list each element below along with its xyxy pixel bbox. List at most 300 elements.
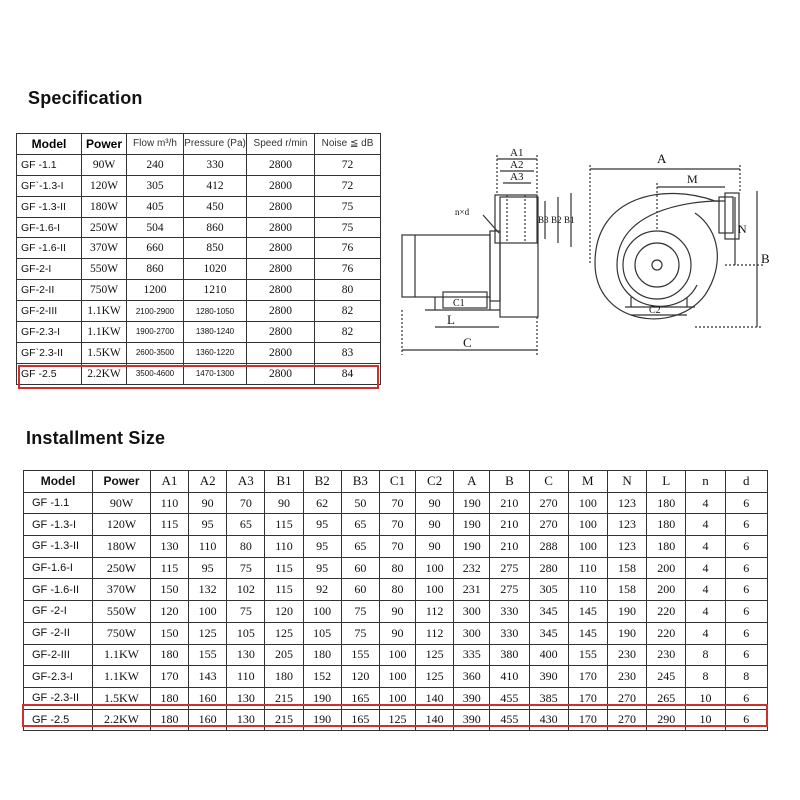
install-cell: 110 (227, 666, 265, 688)
install-cell: 125 (416, 666, 454, 688)
install-cell: 170 (568, 709, 607, 731)
install-cell: 145 (568, 601, 607, 623)
spec-cell: 120W (82, 175, 127, 196)
install-cell: 1.1KW (93, 666, 151, 688)
install-cell: 6 (725, 514, 767, 536)
install-cell: 115 (265, 514, 303, 536)
spec-model-cell: GF-2.3-I (17, 322, 82, 343)
install-cell: 180 (265, 666, 303, 688)
install-model-cell: GF -1.1 (24, 492, 93, 514)
install-cell: 4 (686, 492, 725, 514)
install-cell: 180W (93, 536, 151, 558)
install-row (24, 666, 768, 688)
spec-cell: 2800 (247, 301, 315, 322)
label-B1: B1 (564, 215, 575, 225)
spec-model-cell: GF`-1.3-I (17, 175, 82, 196)
label-B: B (761, 251, 770, 266)
install-header-cell: A (454, 471, 490, 493)
install-cell: 250W (93, 557, 151, 579)
spec-cell: 1.5KW (82, 342, 127, 363)
spec-cell: 72 (315, 154, 381, 175)
install-cell: 75 (341, 622, 379, 644)
install-cell: 550W (93, 601, 151, 623)
spec-model-cell: GF -2.5 (17, 363, 82, 384)
spec-cell: 82 (315, 322, 381, 343)
install-cell: 110 (568, 557, 607, 579)
install-cell: 360 (454, 666, 490, 688)
install-cell: 95 (189, 514, 227, 536)
install-cell: 200 (647, 557, 686, 579)
volute-housing (595, 193, 725, 318)
spec-row (17, 280, 381, 301)
install-cell: 180 (150, 687, 188, 709)
install-cell: 10 (686, 687, 725, 709)
label-M: M (687, 172, 698, 186)
install-cell: 180 (647, 536, 686, 558)
install-cell: 120W (93, 514, 151, 536)
install-title: Installment Size (26, 428, 166, 448)
spec-cell: 2800 (247, 280, 315, 301)
install-cell: 125 (416, 644, 454, 666)
install-cell: 275 (490, 579, 529, 601)
install-header-cell: B (490, 471, 529, 493)
install-cell: 90 (265, 492, 303, 514)
install-cell: 4 (686, 514, 725, 536)
install-row (24, 644, 768, 666)
install-cell: 220 (647, 622, 686, 644)
install-cell: 4 (686, 579, 725, 601)
spec-cell: 1.1KW (82, 301, 127, 322)
install-cell: 750W (93, 622, 151, 644)
spec-row (17, 363, 381, 384)
spec-cell: 2800 (247, 322, 315, 343)
install-cell: 123 (607, 514, 646, 536)
install-cell: 130 (227, 709, 265, 731)
spec-cell: 76 (315, 238, 381, 259)
install-cell: 270 (607, 709, 646, 731)
install-cell: 345 (529, 601, 568, 623)
spec-cell: 2800 (247, 363, 315, 384)
install-cell: 110 (189, 536, 227, 558)
spec-model-cell: GF -1.6-II (17, 238, 82, 259)
blower-diagram (395, 135, 795, 395)
install-cell: 180 (150, 709, 188, 731)
install-cell: 1.5KW (93, 687, 151, 709)
spec-cell: 450 (184, 196, 247, 217)
spec-cell: 1020 (184, 259, 247, 280)
install-cell: 100 (379, 666, 415, 688)
spec-cell: 504 (127, 217, 184, 238)
install-cell: 1.1KW (93, 644, 151, 666)
install-cell: 390 (454, 687, 490, 709)
install-cell: 6 (725, 687, 767, 709)
install-cell: 8 (725, 666, 767, 688)
spec-cell: 2800 (247, 196, 315, 217)
spec-cell: 2800 (247, 342, 315, 363)
install-cell: 100 (568, 536, 607, 558)
install-cell: 100 (416, 557, 454, 579)
install-model-cell: GF-2.3-I (24, 666, 93, 688)
install-cell: 290 (647, 709, 686, 731)
install-cell: 60 (341, 557, 379, 579)
install-cell: 75 (227, 601, 265, 623)
install-cell: 90 (379, 622, 415, 644)
install-cell: 215 (265, 687, 303, 709)
install-cell: 110 (265, 536, 303, 558)
spec-cell: 2100-2900 (127, 301, 184, 322)
spec-cell: 1470-1300 (184, 363, 247, 384)
install-cell: 158 (607, 579, 646, 601)
install-cell: 215 (265, 709, 303, 731)
install-cell: 125 (379, 709, 415, 731)
install-cell: 300 (454, 601, 490, 623)
outlet-flange-side (495, 195, 537, 243)
label-A3: A3 (510, 171, 524, 183)
install-cell: 190 (607, 601, 646, 623)
spec-cell: 2800 (247, 154, 315, 175)
install-cell: 90 (189, 492, 227, 514)
label-C: C (463, 335, 472, 350)
install-model-cell: GF -2.3-II (24, 687, 93, 709)
install-row (24, 514, 768, 536)
install-cell: 90 (416, 536, 454, 558)
install-cell: 370W (93, 579, 151, 601)
outlet-flange-front (719, 197, 733, 233)
install-cell: 170 (150, 666, 188, 688)
install-cell: 170 (568, 687, 607, 709)
install-cell: 100 (303, 601, 341, 623)
install-cell: 160 (189, 709, 227, 731)
label-nxd: n×d (455, 207, 470, 217)
spec-model-cell: GF-1.6-I (17, 217, 82, 238)
install-model-cell: GF -2-I (24, 601, 93, 623)
install-cell: 6 (725, 622, 767, 644)
spec-cell: 180W (82, 196, 127, 217)
install-cell: 120 (265, 601, 303, 623)
install-cell: 90 (416, 492, 454, 514)
spec-row (17, 196, 381, 217)
spec-body (17, 154, 381, 384)
spec-cell: 2800 (247, 175, 315, 196)
install-cell: 100 (416, 579, 454, 601)
spec-cell: 330 (184, 154, 247, 175)
install-cell: 300 (454, 622, 490, 644)
spec-cell: 1280-1050 (184, 301, 247, 322)
install-model-cell: GF-2-III (24, 644, 93, 666)
install-cell: 80 (379, 579, 415, 601)
install-cell: 140 (416, 709, 454, 731)
install-cell: 80 (379, 557, 415, 579)
install-cell: 145 (568, 622, 607, 644)
install-cell: 6 (725, 557, 767, 579)
label-A: A (657, 151, 667, 166)
install-model-cell: GF-1.6-I (24, 557, 93, 579)
install-cell: 4 (686, 601, 725, 623)
install-cell: 70 (379, 492, 415, 514)
install-header-cell: A1 (150, 471, 188, 493)
install-cell: 65 (341, 536, 379, 558)
install-cell: 245 (647, 666, 686, 688)
spec-table (16, 133, 381, 385)
install-cell: 100 (379, 644, 415, 666)
install-cell: 385 (529, 687, 568, 709)
spec-cell: 72 (315, 175, 381, 196)
install-cell: 200 (647, 579, 686, 601)
install-cell: 231 (454, 579, 490, 601)
install-cell: 150 (150, 622, 188, 644)
spec-row (17, 322, 381, 343)
install-cell: 6 (725, 601, 767, 623)
install-cell: 102 (227, 579, 265, 601)
install-cell: 90 (416, 514, 454, 536)
spec-cell: 80 (315, 280, 381, 301)
install-cell: 190 (303, 687, 341, 709)
install-cell: 130 (227, 687, 265, 709)
install-cell: 143 (189, 666, 227, 688)
install-cell: 115 (150, 514, 188, 536)
install-cell: 70 (379, 536, 415, 558)
install-cell: 70 (227, 492, 265, 514)
install-cell: 390 (529, 666, 568, 688)
install-cell: 152 (303, 666, 341, 688)
spec-header-cell: Noise ≦ dB (315, 134, 381, 155)
install-cell: 230 (647, 644, 686, 666)
spec-row (17, 342, 381, 363)
install-cell: 275 (490, 557, 529, 579)
spec-row (17, 301, 381, 322)
spec-cell: 550W (82, 259, 127, 280)
install-cell: 70 (379, 514, 415, 536)
install-header-cell: Model (24, 471, 93, 493)
install-cell: 62 (303, 492, 341, 514)
install-cell: 232 (454, 557, 490, 579)
install-cell: 150 (150, 579, 188, 601)
spec-model-cell: GF -1.3-II (17, 196, 82, 217)
label-C2: C2 (649, 305, 661, 316)
install-cell: 92 (303, 579, 341, 601)
install-cell: 10 (686, 709, 725, 731)
spec-header-row (17, 134, 381, 155)
spec-header-cell: Speed r/min (247, 134, 315, 155)
install-cell: 105 (227, 622, 265, 644)
install-cell: 380 (490, 644, 529, 666)
install-cell: 280 (529, 557, 568, 579)
install-header-cell: M (568, 471, 607, 493)
install-cell: 4 (686, 622, 725, 644)
install-model-cell: GF -2.5 (24, 709, 93, 731)
install-cell: 6 (725, 644, 767, 666)
label-L: L (447, 312, 455, 327)
install-header-cell: Power (93, 471, 151, 493)
install-cell: 60 (341, 579, 379, 601)
install-cell: 180 (303, 644, 341, 666)
install-model-cell: GF -2-II (24, 622, 93, 644)
install-cell: 155 (189, 644, 227, 666)
install-row (24, 622, 768, 644)
install-cell: 330 (490, 622, 529, 644)
install-cell: 100 (189, 601, 227, 623)
install-cell: 90W (93, 492, 151, 514)
spec-model-cell: GF-2-II (17, 280, 82, 301)
install-cell: 100 (379, 687, 415, 709)
install-cell: 288 (529, 536, 568, 558)
spec-model-cell: GF -1.1 (17, 154, 82, 175)
spec-cell: 2800 (247, 217, 315, 238)
fan-housing-side (500, 197, 538, 317)
install-cell: 110 (150, 492, 188, 514)
spec-cell: 250W (82, 217, 127, 238)
install-cell: 165 (341, 709, 379, 731)
label-A1: A1 (510, 147, 524, 159)
spec-cell: 90W (82, 154, 127, 175)
install-cell: 210 (490, 536, 529, 558)
spec-cell: 860 (184, 217, 247, 238)
label-B2: B2 (551, 215, 562, 225)
install-cell: 130 (150, 536, 188, 558)
spec-cell: 750W (82, 280, 127, 301)
install-row (24, 536, 768, 558)
install-cell: 410 (490, 666, 529, 688)
spec-title: Specification (28, 88, 143, 108)
spec-cell: 75 (315, 196, 381, 217)
spec-row (17, 154, 381, 175)
label-B3: B3 (538, 215, 549, 225)
spec-header-cell: Pressure (Pa) (184, 134, 247, 155)
install-cell: 400 (529, 644, 568, 666)
install-cell: 110 (568, 579, 607, 601)
spec-cell: 1200 (127, 280, 184, 301)
install-row (24, 492, 768, 514)
spec-cell: 370W (82, 238, 127, 259)
install-cell: 115 (265, 557, 303, 579)
spec-cell: 75 (315, 217, 381, 238)
install-cell: 155 (341, 644, 379, 666)
spec-cell: 850 (184, 238, 247, 259)
install-cell: 190 (303, 709, 341, 731)
install-cell: 65 (341, 514, 379, 536)
install-cell: 4 (686, 557, 725, 579)
install-cell: 230 (607, 644, 646, 666)
install-cell: 305 (529, 579, 568, 601)
spec-cell: 3500-4600 (127, 363, 184, 384)
install-header-row (24, 471, 768, 493)
spec-cell: 1.1KW (82, 322, 127, 343)
install-cell: 50 (341, 492, 379, 514)
spec-cell: 1360-1220 (184, 342, 247, 363)
install-cell: 270 (529, 492, 568, 514)
spec-cell: 1210 (184, 280, 247, 301)
install-cell: 105 (303, 622, 341, 644)
install-cell: 130 (227, 644, 265, 666)
spec-header-cell: Flow m³/h (127, 134, 184, 155)
install-cell: 115 (265, 579, 303, 601)
spec-model-cell: GF`2.3-II (17, 342, 82, 363)
install-cell: 270 (529, 514, 568, 536)
install-cell: 95 (189, 557, 227, 579)
install-cell: 140 (416, 687, 454, 709)
spec-row (17, 175, 381, 196)
install-cell: 230 (607, 666, 646, 688)
install-cell: 80 (227, 536, 265, 558)
spec-cell: 84 (315, 363, 381, 384)
install-cell: 430 (529, 709, 568, 731)
install-header-cell: B3 (341, 471, 379, 493)
install-cell: 270 (607, 687, 646, 709)
impeller-hub (623, 231, 691, 299)
install-cell: 125 (265, 622, 303, 644)
install-cell: 390 (454, 709, 490, 731)
install-cell: 65 (227, 514, 265, 536)
install-cell: 190 (454, 492, 490, 514)
spec-cell: 76 (315, 259, 381, 280)
install-cell: 205 (265, 644, 303, 666)
install-model-cell: GF -1.3-I (24, 514, 93, 536)
install-header-cell: d (725, 471, 767, 493)
install-header-cell: C (529, 471, 568, 493)
spec-model-cell: GF-2-III (17, 301, 82, 322)
install-cell: 90 (379, 601, 415, 623)
spec-cell: 660 (127, 238, 184, 259)
install-cell: 120 (341, 666, 379, 688)
install-cell: 190 (454, 536, 490, 558)
spec-cell: 83 (315, 342, 381, 363)
install-cell: 210 (490, 514, 529, 536)
install-cell: 158 (607, 557, 646, 579)
install-cell: 160 (189, 687, 227, 709)
install-cell: 455 (490, 687, 529, 709)
install-cell: 180 (647, 514, 686, 536)
install-cell: 100 (568, 492, 607, 514)
spec-cell: 860 (127, 259, 184, 280)
install-cell: 330 (490, 601, 529, 623)
spec-cell: 305 (127, 175, 184, 196)
spec-cell: 405 (127, 196, 184, 217)
install-cell: 170 (568, 666, 607, 688)
spec-cell: 412 (184, 175, 247, 196)
install-cell: 6 (725, 492, 767, 514)
spec-cell: 2800 (247, 259, 315, 280)
install-cell: 8 (686, 644, 725, 666)
install-cell: 190 (607, 622, 646, 644)
install-model-cell: GF -1.6-II (24, 579, 93, 601)
spec-cell: 82 (315, 301, 381, 322)
install-row (24, 687, 768, 709)
spec-model-cell: GF-2-I (17, 259, 82, 280)
install-body (24, 492, 768, 731)
install-cell: 95 (303, 557, 341, 579)
install-header-cell: N (607, 471, 646, 493)
spec-header-cell: Power (82, 134, 127, 155)
install-cell: 112 (416, 601, 454, 623)
install-cell: 75 (341, 601, 379, 623)
install-cell: 123 (607, 536, 646, 558)
install-cell: 112 (416, 622, 454, 644)
install-header-cell: A2 (189, 471, 227, 493)
install-header-cell: B1 (265, 471, 303, 493)
install-cell: 115 (150, 557, 188, 579)
install-cell: 180 (150, 644, 188, 666)
spec-row (17, 259, 381, 280)
install-cell: 190 (454, 514, 490, 536)
install-cell: 335 (454, 644, 490, 666)
install-row (24, 601, 768, 623)
install-cell: 210 (490, 492, 529, 514)
install-cell: 95 (303, 536, 341, 558)
spec-cell: 1900-2700 (127, 322, 184, 343)
spec-header-cell: Model (17, 134, 82, 155)
install-cell: 132 (189, 579, 227, 601)
install-cell: 6 (725, 579, 767, 601)
